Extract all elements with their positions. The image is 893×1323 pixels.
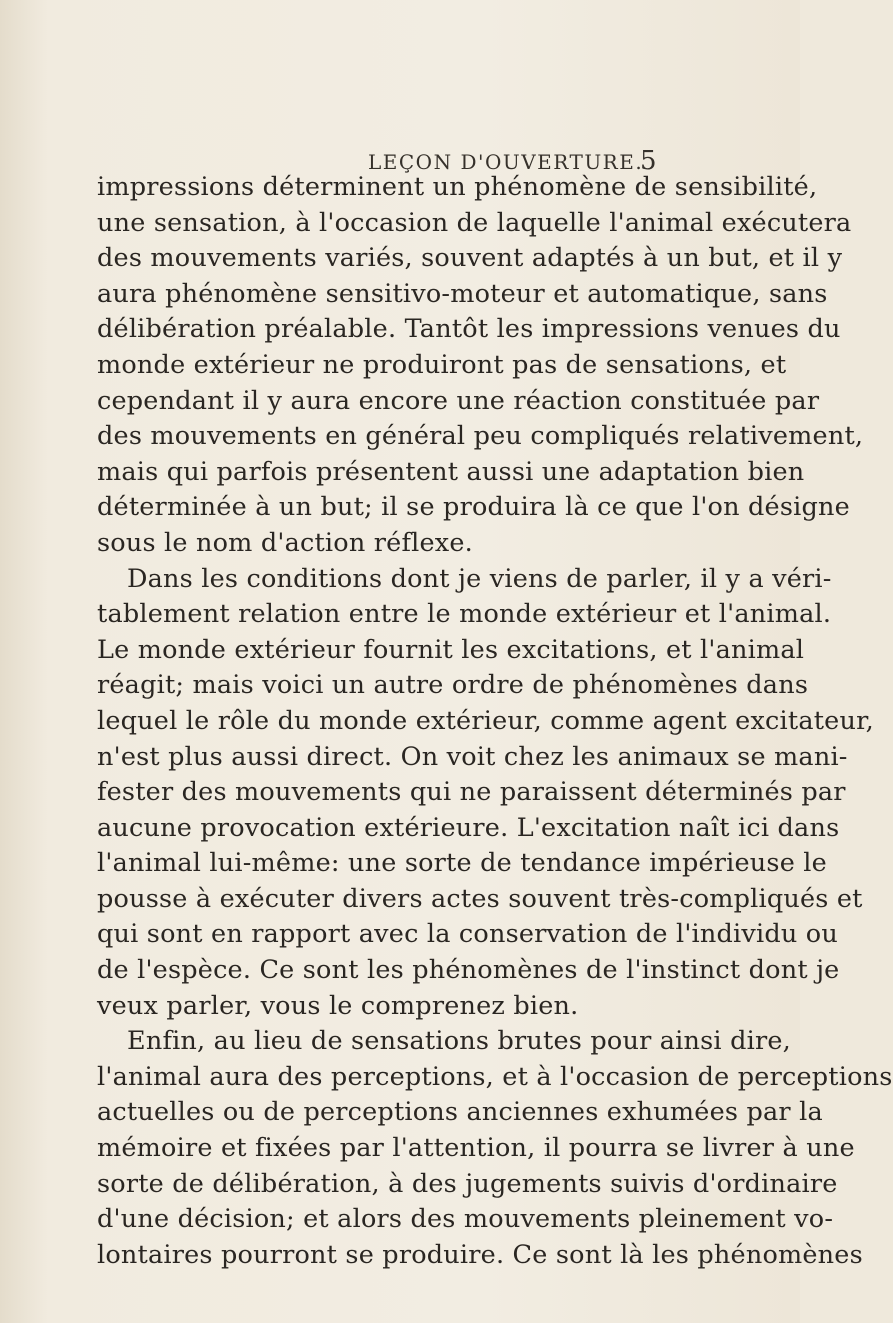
text-line: aura phénomène sensitivo-moteur et automatique, sans — [97, 278, 828, 309]
text-line: tablement relation entre le monde extérieur et l'animal. — [97, 599, 832, 630]
paragraph — [97, 1024, 893, 1273]
text-line: Enfin, au lieu de sensations brutes pour ainsi dire, — [127, 1026, 791, 1057]
text-line: cependant il y aura encore une réaction constituée par — [97, 385, 820, 416]
text-line: aucune provocation extérieure. L'excitation naît ici dans — [97, 812, 840, 843]
text-line: mémoire et fixées par l'attention, il pourra se livrer à une — [97, 1133, 855, 1164]
running-title: LEÇON D'OUVERTURE. — [368, 150, 644, 174]
text-line: des mouvements en général peu compliqués relativement, — [97, 421, 864, 452]
text-line: veux parler, vous le comprenez bien. — [97, 990, 579, 1021]
text-line: qui sont en rapport avec la conservation de l'individu ou — [97, 919, 838, 950]
text-line: lequel le rôle du monde extérieur, comme agent excitateur, — [97, 705, 874, 736]
text-line: Dans les conditions dont je viens de parler, il y a véri- — [127, 563, 832, 594]
text-line: déterminée à un but; il se produira là ce que l'on désigne — [97, 492, 850, 523]
text-line: monde extérieur ne produiront pas de sensations, et — [97, 349, 787, 380]
text-line: des mouvements variés, souvent adaptés à un but, et il y — [97, 243, 843, 274]
text-line: de l'espèce. Ce sont les phénomènes de l'instinct dont je — [97, 955, 840, 986]
text-line: sorte de délibération, à des jugements suivis d'ordinaire — [97, 1168, 838, 1199]
text-line: réagit; mais voici un autre ordre de phénomènes dans — [97, 670, 809, 701]
text-line: fester des mouvements qui ne paraissent déterminés par — [97, 777, 846, 808]
text-line: sous le nom d'action réflexe. — [97, 527, 473, 558]
text-line: d'une décision; et alors des mouvements pleinement vo- — [97, 1204, 834, 1235]
text-line: actuelles ou de perceptions anciennes exhumées par la — [97, 1097, 823, 1128]
text-line: pousse à exécuter divers actes souvent très-compliqués et — [97, 883, 863, 914]
text-line: l'animal lui-même: une sorte de tendance impérieuse le — [97, 848, 827, 879]
paragraph — [97, 562, 874, 1025]
text-line: Le monde extérieur fournit les excitations, et l'animal — [97, 634, 805, 665]
text-line: lontaires pourront se produire. Ce sont là les phénomènes — [97, 1239, 863, 1270]
text-line: impressions déterminent un phénomène de sensibilité, — [97, 172, 818, 202]
text-line: mais qui parfois présentent aussi une adaptation bien — [97, 456, 805, 487]
text-line: n'est plus aussi direct. On voit chez les animaux se mani- — [97, 741, 848, 772]
text-line: l'animal aura des perceptions, et à l'occasion de perceptions — [97, 1061, 893, 1092]
page-number: 5 — [640, 146, 657, 176]
text-line: une sensation, à l'occasion de laquelle l'animal exécutera — [97, 207, 852, 238]
body-text — [97, 170, 893, 1273]
text-line: délibération préalable. Tantôt les impressions venues du — [97, 314, 841, 345]
paragraph — [97, 170, 864, 562]
